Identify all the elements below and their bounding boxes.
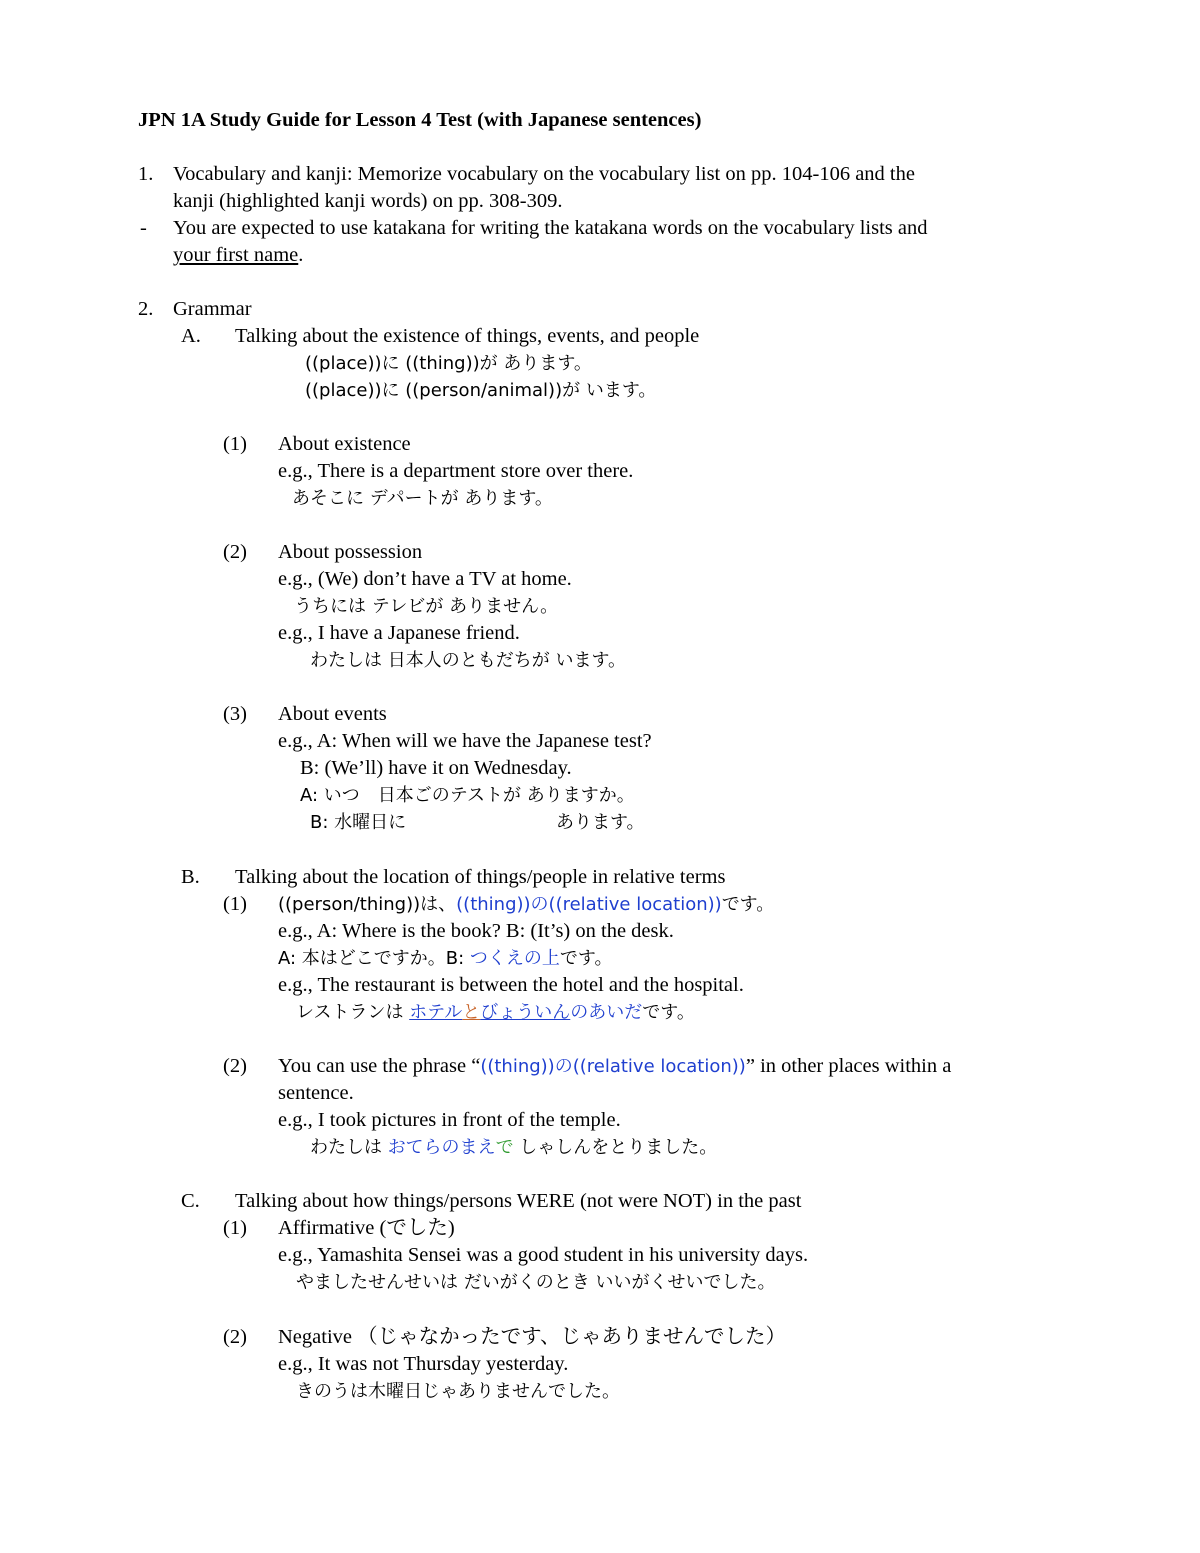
section-a-pattern-1: ((place))に ((thing))が あります。 [305, 353, 592, 374]
b1-example-1: e.g., A: Where is the book? B: (It’s) on the desk. [278, 920, 674, 942]
a2-example-2: e.g., I have a Japanese friend. [278, 622, 520, 644]
b2-line-1-start: You can use the phrase “ [278, 1055, 481, 1077]
c1-japanese: やましたせんせいは だいがくのとき いいがくせいでした。 [296, 1272, 776, 1293]
b2-jp-location: おてらのまえ [387, 1137, 496, 1158]
b2-jp-verb: しゃしんをとりました。 [513, 1137, 718, 1158]
item-2-number: 2. [138, 298, 154, 320]
b1-number: (1) [223, 893, 247, 915]
a3-example: e.g., A: When will we have the Japanese test? [278, 730, 652, 752]
b1-jp2-hotel: ホテル [409, 1002, 463, 1023]
b2-line-1 [278, 1053, 951, 1080]
b2-jp-topic: わたしは [310, 1137, 388, 1158]
a2-japanese-2: わたしは 日本人のともだちが います。 [310, 650, 627, 671]
section-a-pattern-2: ((place))に ((person/animal))が います。 [305, 380, 657, 401]
b1-jp1-location: つくえの上 [469, 948, 560, 969]
item-2-label: Grammar [173, 298, 252, 320]
a1-label: About existence [278, 433, 411, 455]
section-a-heading: Talking about the existence of things, events, and people [235, 325, 700, 347]
section-c-letter: C. [181, 1190, 200, 1212]
c1-label: Affirmative (でした) [278, 1217, 455, 1239]
a3-answer-japanese-part-1: B: 水曜日に [310, 812, 407, 833]
b2-example: e.g., I took pictures in front of the temple. [278, 1109, 621, 1131]
a3-answer-english: B: (We’ll) have it on Wednesday. [300, 757, 572, 779]
a2-number: (2) [223, 541, 247, 563]
a2-example-1: e.g., (We) don’t have a TV at home. [278, 568, 572, 590]
b2-line-1-phrase: ((thing))の((relative location)) [480, 1056, 746, 1077]
section-a-letter: A. [181, 325, 201, 347]
c2-japanese: きのうは木曜日じゃありませんでした。 [296, 1381, 620, 1402]
a2-label: About possession [278, 541, 423, 563]
a3-label: About events [278, 703, 387, 725]
b1-jp1-copula: です。 [559, 948, 613, 969]
b1-pattern-topic: ((person/thing))は、 [278, 894, 457, 915]
a1-number: (1) [223, 433, 247, 455]
c1-example: e.g., Yamashita Sensei was a good student in his university days. [278, 1244, 809, 1266]
item-1-number: 1. [138, 163, 154, 185]
section-c-heading: Talking about how things/persons WERE (not were NOT) in the past [235, 1190, 802, 1212]
a1-japanese: あそこに デパートが あります。 [292, 488, 553, 509]
b1-jp2-between: のあいだ [570, 1002, 643, 1023]
b1-jp2-particle-to: と [462, 1002, 481, 1023]
section-b-letter: B. [181, 866, 200, 888]
b1-jp2-copula: です。 [642, 1002, 695, 1023]
item-1-dash: - [140, 217, 147, 239]
b1-pattern [278, 891, 774, 918]
b1-japanese-2 [296, 999, 695, 1026]
item-1-line-2: kanji (highlighted kanji words) on pp. 308-309. [173, 190, 563, 212]
item-1-line-4-end: . [298, 244, 304, 266]
b1-jp1-question: A: 本はどこですか。B: [278, 948, 470, 969]
a2-japanese-1: うちには テレビが ありません。 [294, 596, 559, 617]
item-1-line-1: Vocabulary and kanji: Memorize vocabulary on the vocabulary list on pp. 104-106 and the [173, 163, 915, 185]
b2-jp-particle-de: で [495, 1137, 514, 1158]
c2-label: Negative （じゃなかったです、じゃありませんでした） [278, 1326, 786, 1348]
a3-answer-japanese-part-2: あります。 [556, 812, 645, 833]
b1-example-2: e.g., The restaurant is between the hotel and the hospital. [278, 974, 744, 996]
item-1-line-4 [173, 242, 303, 269]
b2-line-1-end: ” in other places within a [745, 1055, 952, 1077]
b2-number: (2) [223, 1055, 247, 1077]
first-name-underlined: your first name [173, 244, 299, 266]
b1-japanese-1 [278, 945, 612, 972]
c1-number: (1) [223, 1217, 247, 1239]
c2-number: (2) [223, 1326, 247, 1348]
b1-pattern-location: ((thing))の((relative location)) [456, 894, 722, 915]
a3-question-japanese: A: いつ 日本ごのテストが ありますか。 [300, 785, 635, 806]
b2-line-2: sentence. [278, 1082, 354, 1104]
b1-jp2-hospital: びょういん [480, 1002, 571, 1023]
page-title: JPN 1A Study Guide for Lesson 4 Test (with Japanese sentences) [138, 109, 702, 131]
b2-japanese [310, 1134, 717, 1161]
item-1-line-3: You are expected to use katakana for writing the katakana words on the vocabulary lists and [173, 217, 928, 239]
a3-number: (3) [223, 703, 247, 725]
a1-example: e.g., There is a department store over there. [278, 460, 634, 482]
b1-pattern-copula: です。 [721, 894, 775, 915]
b1-jp2-topic: レストランは [296, 1002, 410, 1023]
section-b-heading: Talking about the location of things/people in relative terms [235, 866, 726, 888]
c2-example: e.g., It was not Thursday yesterday. [278, 1353, 569, 1375]
